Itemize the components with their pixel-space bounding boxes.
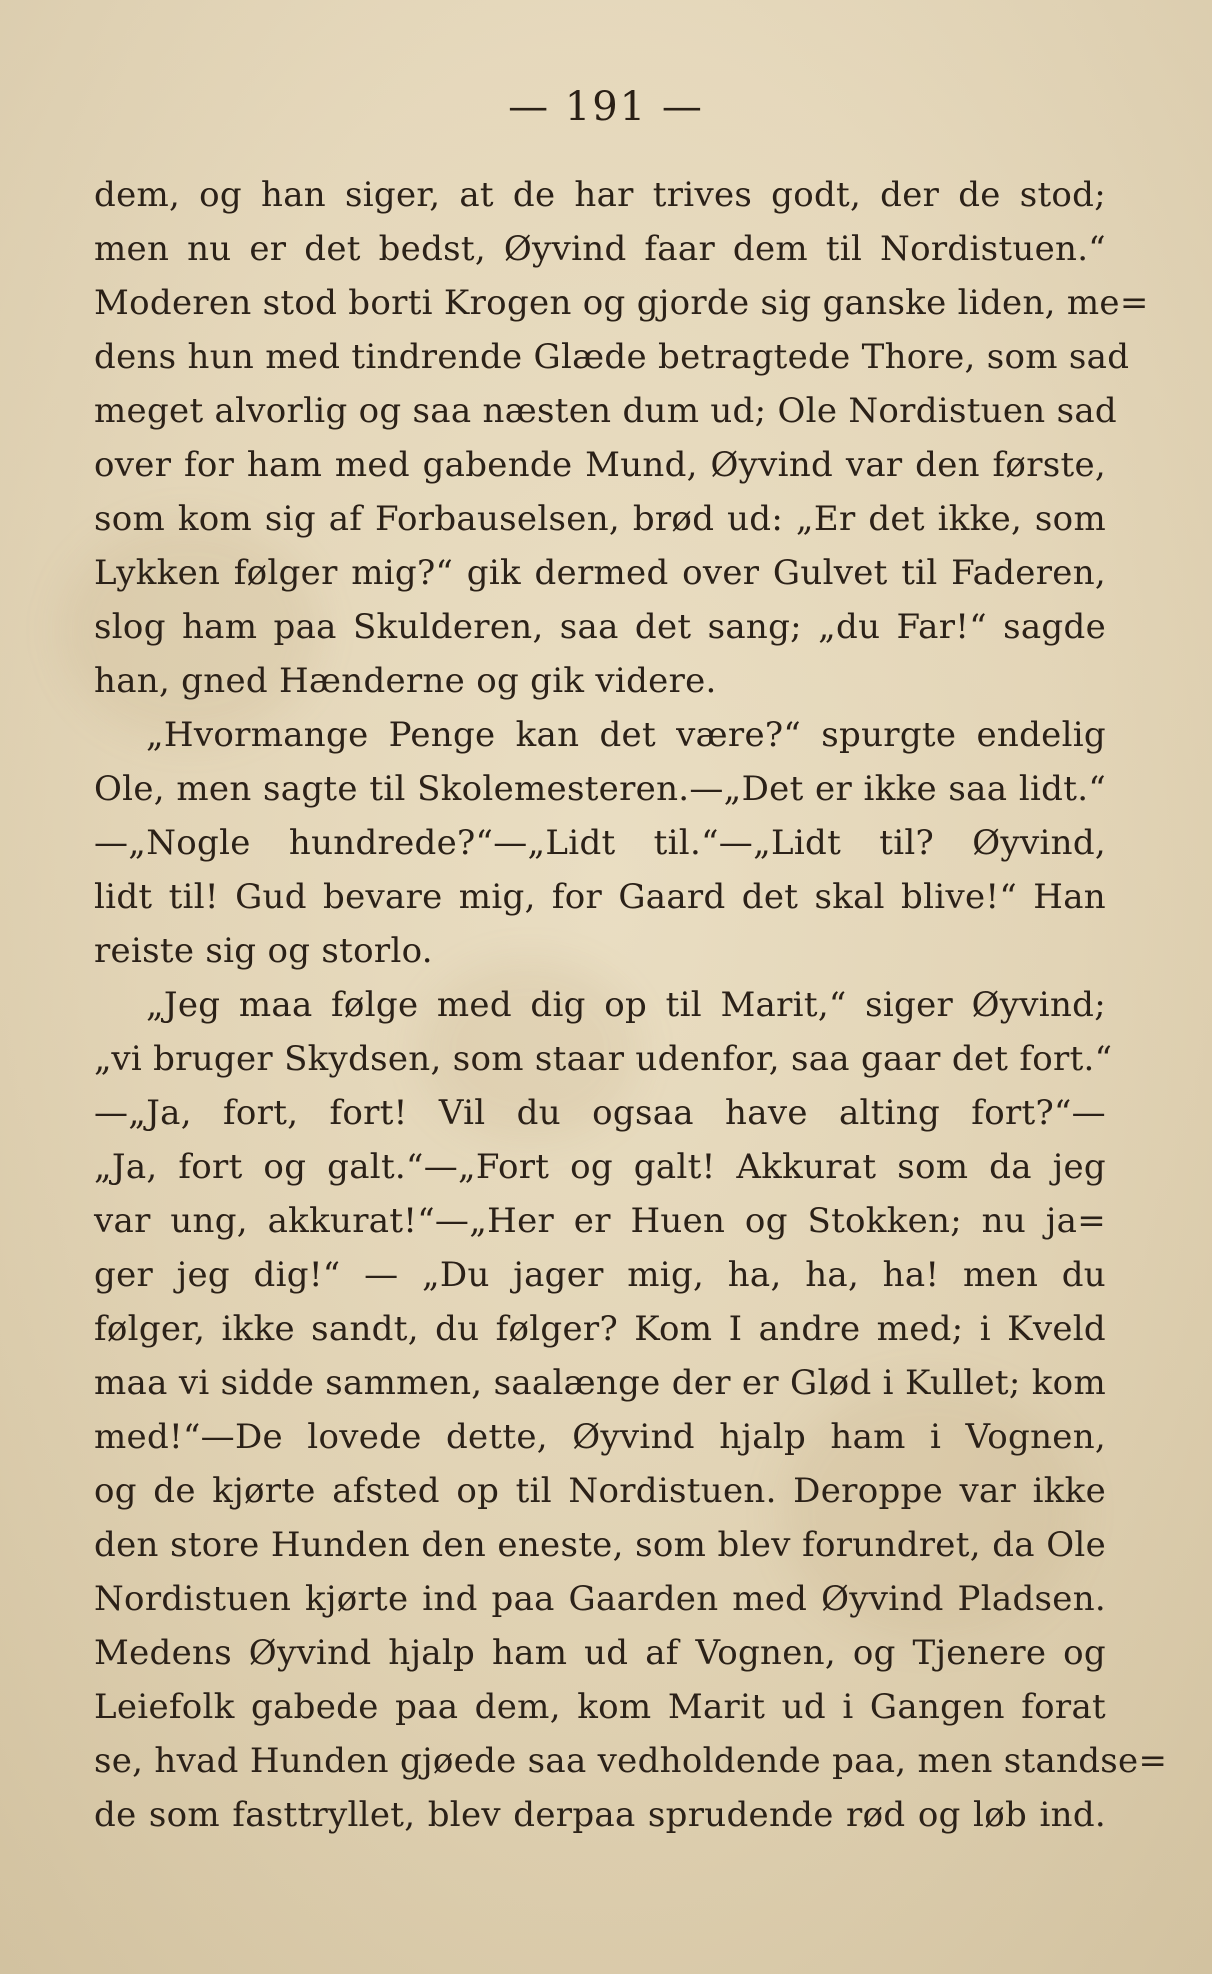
- text-line: Leiefolk gabede paa dem, kom Marit ud i Gangen forat: [94, 1687, 1106, 1727]
- text-line: maa vi sidde sammen, saalænge der er Glød i Kullet; kom: [94, 1363, 1106, 1403]
- page-number: — 191 —: [508, 84, 704, 130]
- text-line: Lykken følger mig?“ gik dermed over Gulvet til Faderen,: [94, 553, 1106, 593]
- text-line: Moderen stod borti Krogen og gjorde sig ganske liden, me=: [94, 283, 1149, 323]
- text-line: se, hvad Hunden gjøede saa vedholdende paa, men standse=: [94, 1741, 1168, 1781]
- text-line: —„Nogle hundrede?“—„Lidt til.“—„Lidt til? Øyvind,: [94, 823, 1106, 863]
- text-line: slog ham paa Skulderen, saa det sang; „du Far!“ sagde: [94, 607, 1106, 647]
- text-line: —„Ja, fort, fort! Vil du ogsaa have alting fort?“—: [94, 1093, 1106, 1133]
- text-line: over for ham med gabende Mund, Øyvind var den første,: [94, 445, 1106, 485]
- text-line: Nordistuen kjørte ind paa Gaarden med Øyvind Pladsen.: [94, 1579, 1106, 1619]
- text-line: meget alvorlig og saa næsten dum ud; Ole Nordistuen sad: [94, 391, 1117, 431]
- text-line: dens hun med tindrende Glæde betragtede Thore, som sad: [94, 337, 1130, 377]
- text-line: „Ja, fort og galt.“—„Fort og galt! Akkurat som da jeg: [94, 1147, 1106, 1187]
- text-line: den store Hunden den eneste, som blev forundret, da Ole: [94, 1525, 1106, 1565]
- text-line: de som fasttryllet, blev derpaa sprudende rød og løb ind.: [94, 1795, 1106, 1835]
- text-line: følger, ikke sandt, du følger? Kom I andre med; i Kveld: [94, 1309, 1106, 1349]
- text-line: med!“—De lovede dette, Øyvind hjalp ham i Vognen,: [94, 1417, 1106, 1457]
- text-line: „vi bruger Skydsen, som staar udenfor, saa gaar det fort.“: [94, 1039, 1113, 1079]
- text-line: ger jeg dig!“ — „Du jager mig, ha, ha, ha! men du: [94, 1255, 1106, 1295]
- text-line: „Jeg maa følge med dig op til Marit,“ siger Øyvind;: [146, 985, 1106, 1025]
- text-line: reiste sig og storlo.: [94, 931, 433, 971]
- body-text: [94, 168, 1168, 1842]
- text-line: dem, og han siger, at de har trives godt, der de stod;: [94, 175, 1106, 215]
- text-line: og de kjørte afsted op til Nordistuen. Deroppe var ikke: [94, 1471, 1106, 1511]
- text-line: Ole, men sagte til Skolemesteren.—„Det er ikke saa lidt.“: [94, 769, 1106, 809]
- text-line: Medens Øyvind hjalp ham ud af Vognen, og Tjenere og: [94, 1633, 1106, 1673]
- text-line: „Hvormange Penge kan det være?“ spurgte endelig: [146, 715, 1106, 755]
- text-line: som kom sig af Forbauselsen, brød ud: „Er det ikke, som: [94, 499, 1106, 539]
- text-line: lidt til! Gud bevare mig, for Gaard det skal blive!“ Han: [94, 877, 1106, 917]
- text-line: var ung, akkurat!“—„Her er Huen og Stokken; nu ja=: [94, 1201, 1106, 1241]
- text-line: han, gned Hænderne og gik videre.: [94, 661, 717, 701]
- text-line: men nu er det bedst, Øyvind faar dem til Nordistuen.“: [94, 229, 1106, 269]
